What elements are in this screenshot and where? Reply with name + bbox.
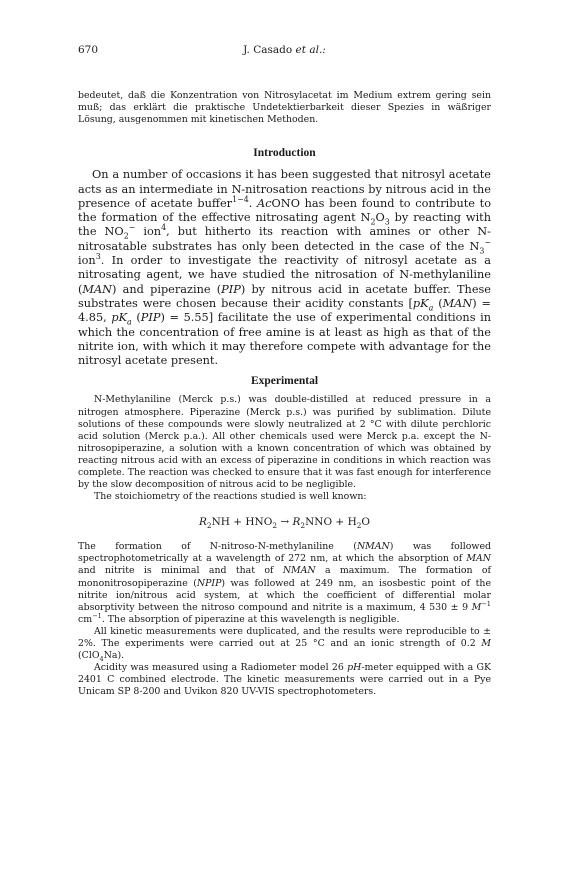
- page-header: [78, 44, 491, 64]
- running-etal: et al.:: [292, 44, 326, 56]
- experimental-paragraph-conditions: All kinetic measurements were duplicated, and the results were reproducible to ± 2%. The experiments were carried out at 25 °C and an ionic strength of 0.2 M (ClO$_4$Na).: [78, 625, 491, 663]
- running-head: [78, 44, 491, 56]
- experimental-paragraph-stoichiometry: The stoichiometry of the reactions studied is well known:: [94, 491, 367, 503]
- experimental-paragraph-materials: N-Methylaniline (Merck p.s.) was double-distilled at reduced pressure in a nitrogen atmosphere. Piperazine (Merck p.s.) was purified by sublimation. Dilute solutions of these compounds were slowly neutralized at 2 °C with dilute perchloric acid solution (Merck p.a.). All other chemicals used were Merck p.a. except the N-nitrosopiperazine, a solution with a known concentration of which was obtained by reacting nitrous acid with an excess of piperazine in conditions in which reaction was complete. The reaction was checked to ensure that it was fast enough for interference by the slow decomposition of nitrous acid to be negligible.: [78, 394, 491, 491]
- page-number: 670: [78, 44, 99, 56]
- introduction-heading: Introduction: [253, 147, 316, 160]
- introduction-paragraph: On a number of occasions it has been suggested that nitrosyl acetate acts as an intermediate in N-nitrosation reactions by nitrous acid in the presence of acetate buffer$^{1-4}$. AcONO has been found to contribute to the formation of the effective nitrosating agent $N_2O_3$ by reacting with the $NO_2^-$ ion$^4$, but hitherto its reaction with amines or other N-nitrosatable substrates has only been detected in the case of the $N_3^-$ ion$^3$. In order to investigate the reactivity of nitrosyl acetate as a nitrosating agent, we have studied the nitrosation of N-methylaniline (MAN) and piperazine (PIP) by nitrous acid in acetate buffer. These substrates were chosen because their acidity constants [$pK_a$ (MAN) = 4.85, $pK_a$ (PIP) = 5.55] facilitate the use of experimental conditions in which the concentration of free amine is at least as high as that of the nitrite ion, with which it may therefore compete with advantage for the nitrosyl acetate present.: [78, 168, 492, 368]
- lead-paragraph: bedeutet, daß die Konzentration von Nitrosylacetat im Medium extrem gering sein muß; das erklärt die praktische Undetektierbarkeit dieser Spezies in wäßriger Lösung, ausgenommen mit kinetischen Methoden.: [78, 90, 491, 126]
- experimental-paragraph-spectro: The formation of N-nitroso-N-methylaniline (NMAN) was followed spectrophotometrically at a wavelength of 272 nm, at which the absorption of MAN and nitrite is minimal and that of NMAN a maximum. The formation of mononitrosopiperazine (NPIP) was followed at 249 nm, an isosbestic point of the nitrite ion/nitrous acid system, at which the coefficient of differential molar absorptivity between the nitroso compound and nitrite is a maximum, 4 530 ± 9 $M^{-1}$ $cm^{-1}$. The absorption of piperazine at this wavelength is negligible.: [78, 541, 492, 625]
- running-author: J. Casado: [243, 44, 293, 56]
- experimental-heading: Experimental: [250, 375, 319, 388]
- reaction-equation: $R_2NH + HNO_2 \to R_2NNO + H_2O$: [198, 516, 371, 531]
- experimental-paragraph-instruments: Acidity was measured using a Radiometer model 26 pH-meter equipped with a GK 2401 C combined electrode. The kinetic measurements were carried out in a Pye Unicam SP 8-200 and Uvikon 820 UV-VIS spectrophotometers.: [78, 662, 492, 698]
